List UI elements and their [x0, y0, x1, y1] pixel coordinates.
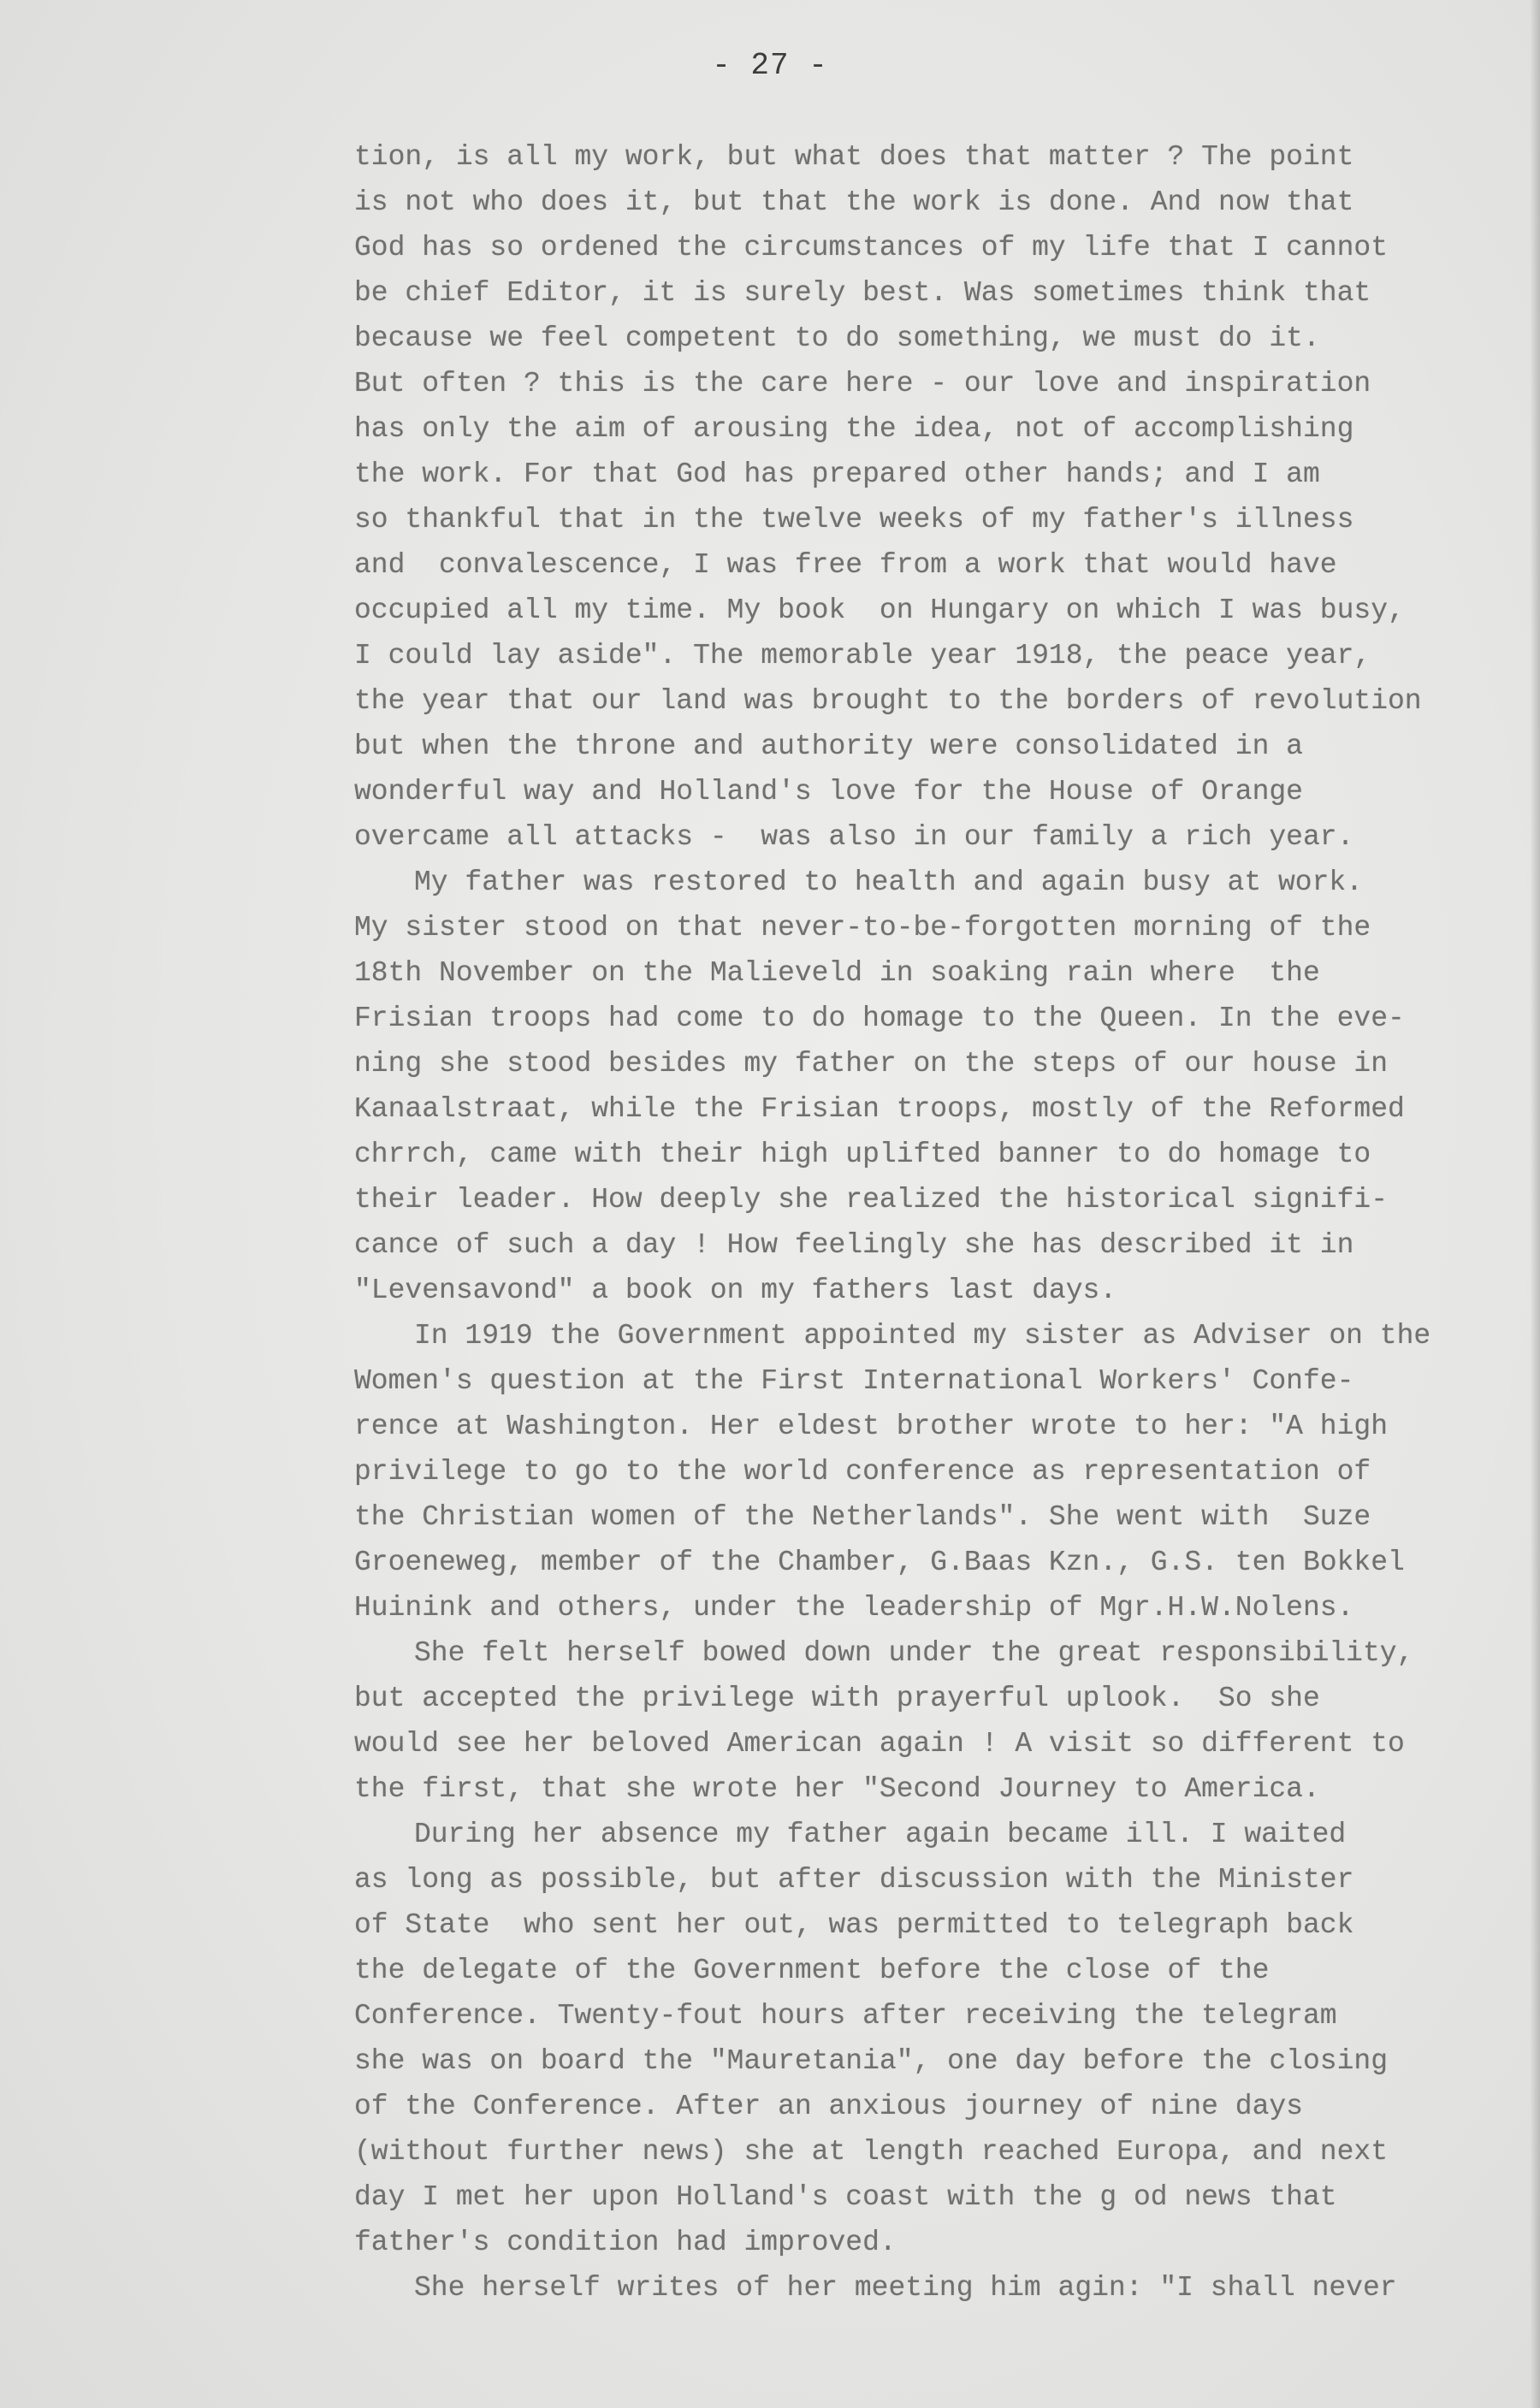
text-line: and convalescence, I was free from a work that would have [354, 549, 1337, 581]
text-line: She felt herself bowed down under the great responsibility, [414, 1637, 1414, 1669]
text-line: day I met her upon Holland's coast with the g od news that [354, 2181, 1337, 2213]
text-line: so thankful that in the twelve weeks of my father's illness [354, 504, 1354, 535]
text-line: is not who does it, but that the work is done. And now that [354, 186, 1354, 218]
text-line: Groeneweg, member of the Chamber, G.Baas Kzn., G.S. ten Bokkel [354, 1547, 1405, 1578]
text-line: She herself writes of her meeting him agin: "I shall never [414, 2272, 1397, 2304]
text-line: but when the throne and authority were consolidated in a [354, 731, 1303, 762]
text-line: their leader. How deeply she realized the historical signifi- [354, 1184, 1388, 1216]
body-text [354, 134, 1526, 2310]
text-line: privilege to go to the world conference as representation of [354, 1456, 1371, 1488]
text-line: of State who sent her out, was permitted to telegraph back [354, 1909, 1354, 1941]
text-line: I could lay aside". The memorable year 1918, the peace year, [354, 640, 1371, 672]
text-line: My sister stood on that never-to-be-forgotten morning of the [354, 912, 1371, 944]
text-line: Huinink and others, under the leadership of Mgr.H.W.Nolens. [354, 1592, 1354, 1624]
text-line: chrrch, came with their high uplifted banner to do homage to [354, 1139, 1371, 1170]
text-line: My father was restored to health and again busy at work. [414, 867, 1363, 898]
text-line: the delegate of the Government before the close of the [354, 1955, 1270, 1986]
text-line: as long as possible, but after discussion with the Minister [354, 1864, 1354, 1896]
text-line: occupied all my time. My book on Hungary on which I was busy, [354, 595, 1405, 626]
text-line: 18th November on the Malieveld in soaking rain where the [354, 957, 1320, 989]
text-line: has only the aim of arousing the idea, not of accomplishing [354, 413, 1354, 445]
text-line: would see her beloved American again ! A visit so different to [354, 1728, 1405, 1760]
text-line: Women's question at the First International Workers' Confe- [354, 1365, 1354, 1397]
text-line: wonderful way and Holland's love for the House of Orange [354, 776, 1303, 808]
page-number: - 27 - [712, 48, 828, 83]
text-line: the year that our land was brought to the borders of revolution [354, 685, 1422, 717]
text-line: During her absence my father again became ill. I waited [414, 1819, 1347, 1850]
text-line: the work. For that God has prepared other hands; and I am [354, 459, 1320, 490]
text-line: rence at Washington. Her eldest brother wrote to her: "A high [354, 1411, 1388, 1442]
text-line: the Christian women of the Netherlands". She went with Suze [354, 1501, 1371, 1533]
text-line: because we feel competent to do something, we must do it. [354, 322, 1320, 354]
text-line: father's condition had improved. [354, 2227, 897, 2258]
text-line: Conference. Twenty-fout hours after receiving the telegram [354, 2000, 1337, 2032]
text-line: In 1919 the Government appointed my sister as Adviser on the [414, 1320, 1431, 1352]
page-edge-shadow [1530, 0, 1540, 2408]
text-line: God has so ordened the circumstances of my life that I cannot [354, 232, 1388, 263]
text-line: overcame all attacks - was also in our family a rich year. [354, 821, 1354, 853]
text-line: be chief Editor, it is surely best. Was sometimes think that [354, 277, 1371, 309]
text-line: But often ? this is the care here - our love and inspiration [354, 368, 1371, 399]
text-line: but accepted the privilege with prayerful uplook. So she [354, 1683, 1320, 1714]
text-line: "Levensavond" a book on my fathers last days. [354, 1275, 1117, 1306]
text-line: she was on board the "Mauretania", one day before the closing [354, 2045, 1388, 2077]
text-line: Frisian troops had come to do homage to the Queen. In the eve- [354, 1003, 1405, 1034]
text-line: (without further news) she at length reached Europa, and next [354, 2136, 1388, 2168]
text-line: tion, is all my work, but what does that matter ? The point [354, 141, 1354, 173]
text-line: ning she stood besides my father on the steps of our house in [354, 1048, 1388, 1080]
text-line: cance of such a day ! How feelingly she has described it in [354, 1229, 1354, 1261]
text-line: Kanaalstraat, while the Frisian troops, mostly of the Reformed [354, 1093, 1405, 1125]
text-line: the first, that she wrote her "Second Journey to America. [354, 1773, 1320, 1805]
text-line: of the Conference. After an anxious journey of nine days [354, 2091, 1303, 2122]
